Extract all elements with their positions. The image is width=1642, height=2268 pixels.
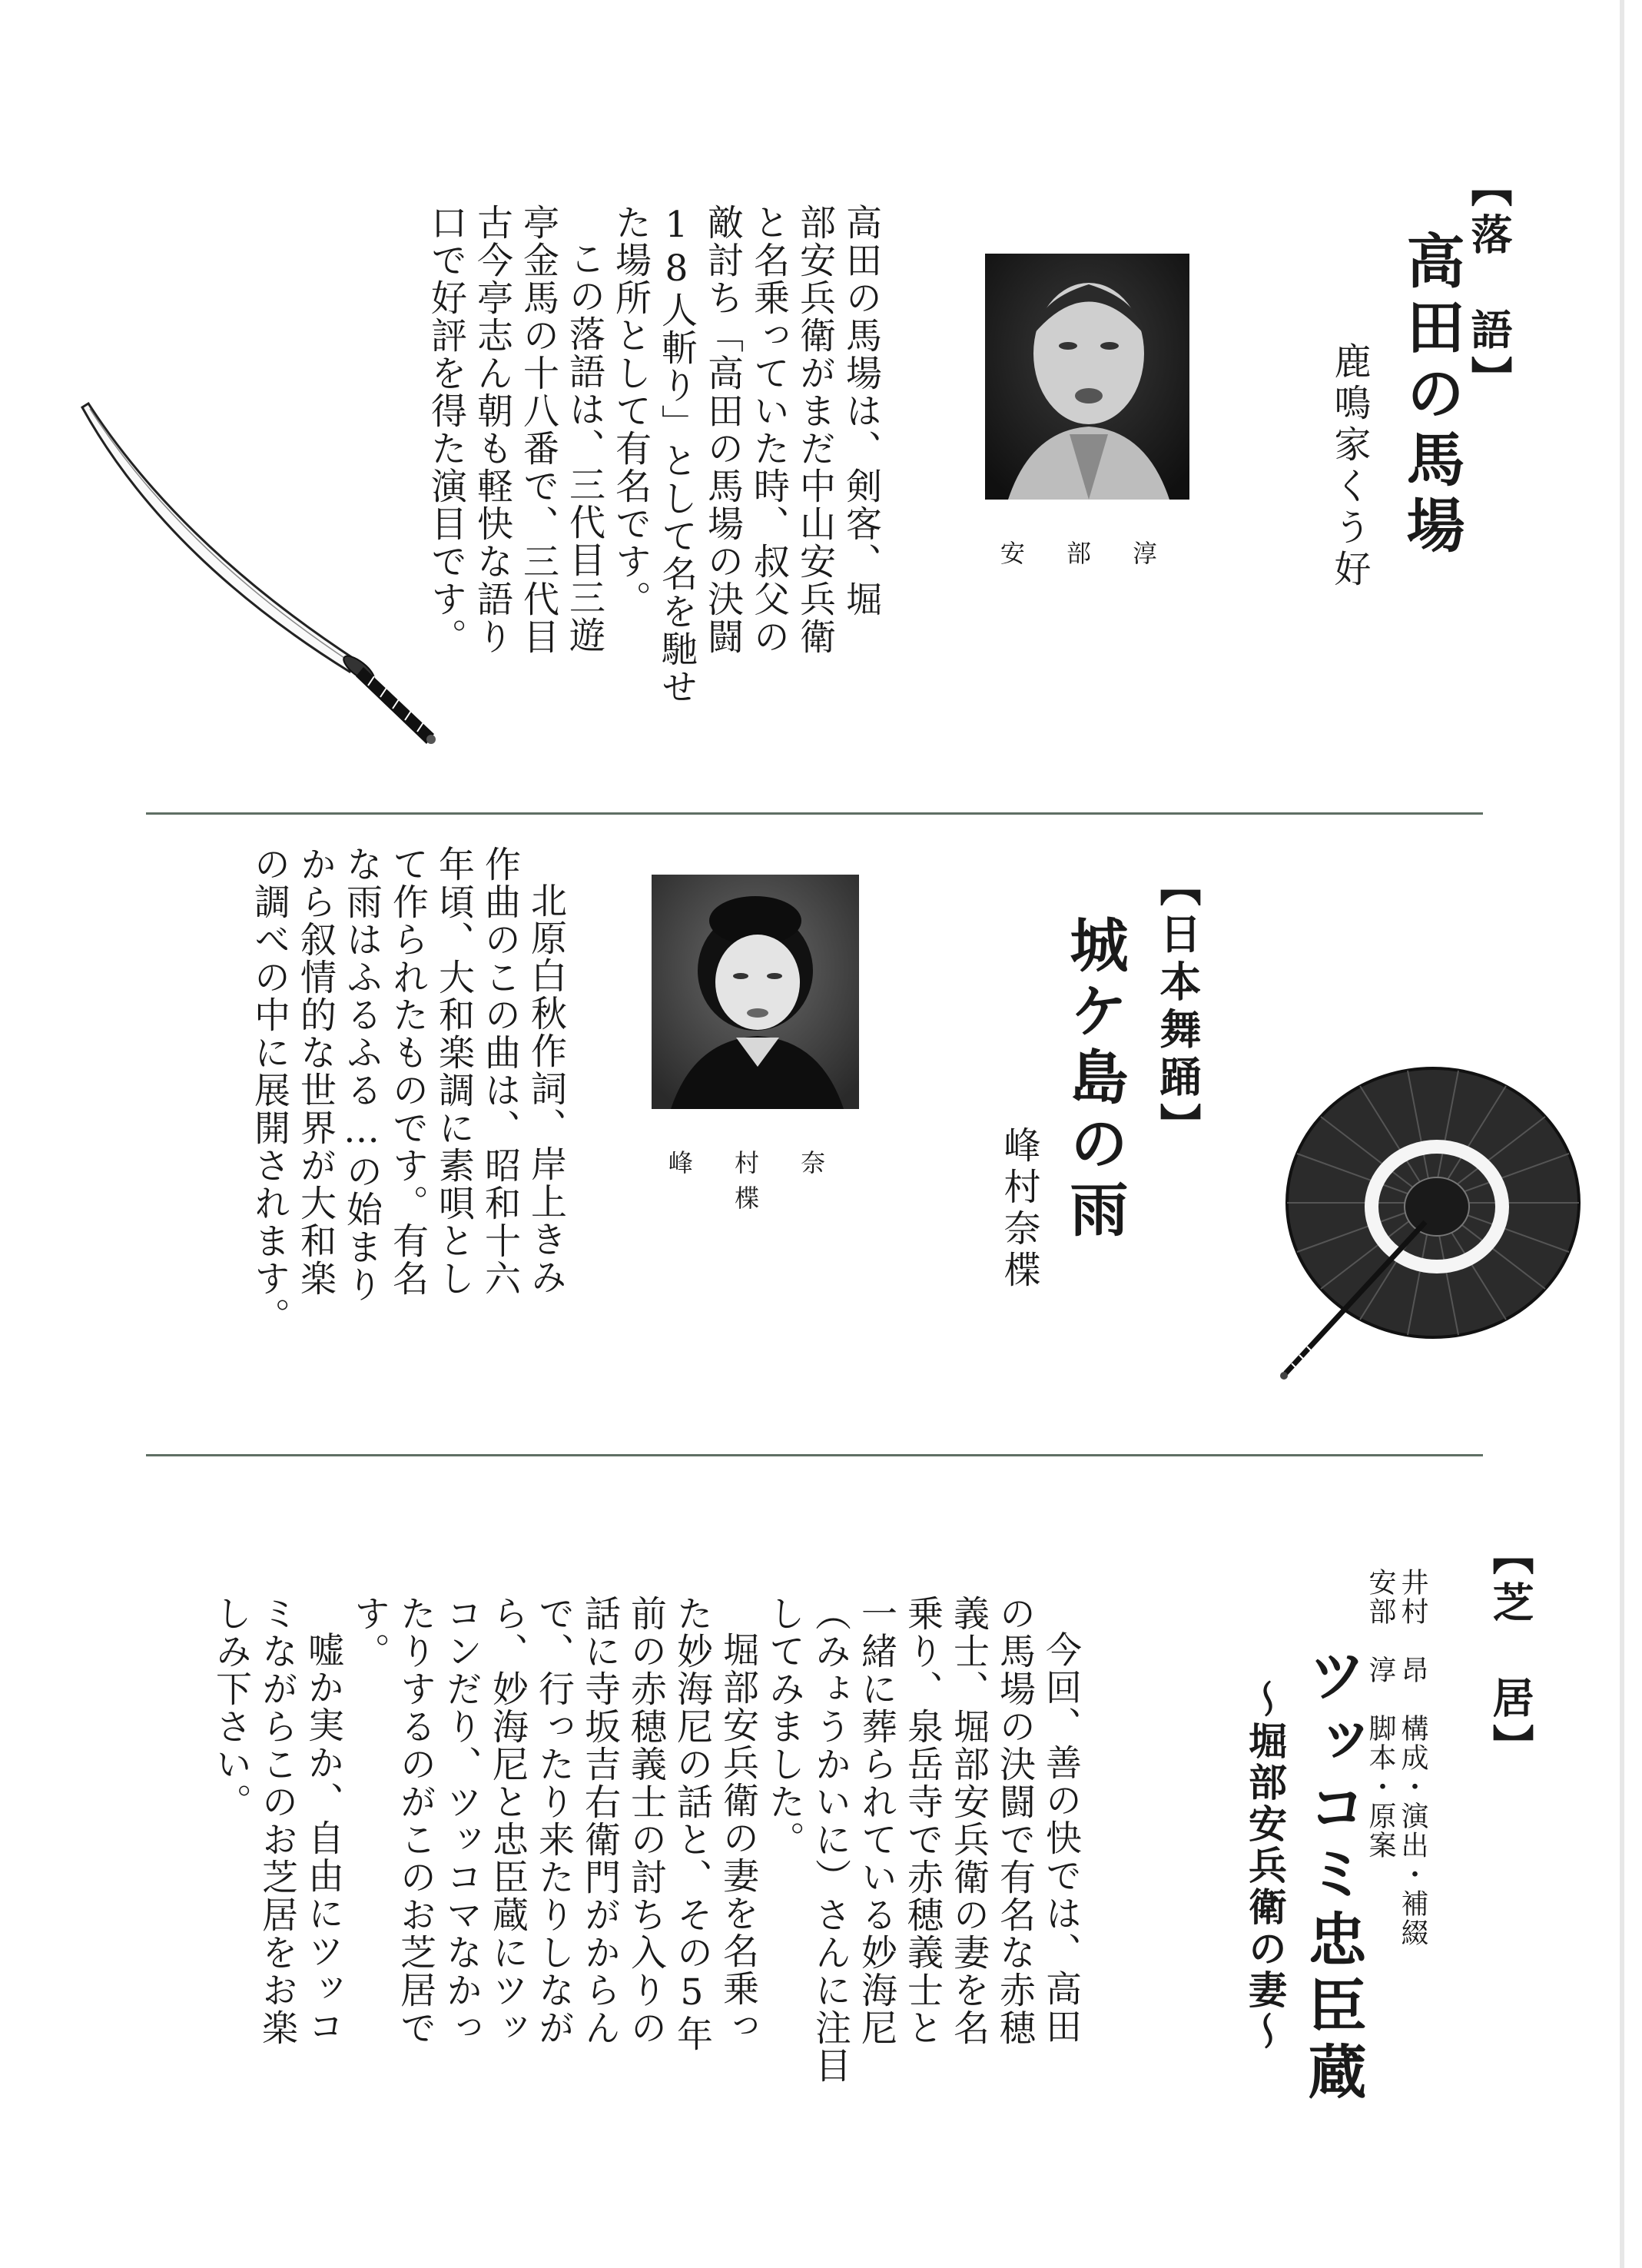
paragraph-line: 古今亭志ん朝も軽快な語り [471, 204, 513, 656]
page-edge-shadow [1620, 0, 1624, 2268]
paragraph-line: 18人斬り」として名を馳せ [655, 204, 698, 706]
paragraph-line: 乗り、泉岳寺で赤穂義士と [901, 1595, 944, 2047]
paragraph-line: コンだり、ツッコマなかっ [440, 1595, 483, 2047]
performer-portrait-icon [985, 254, 1189, 500]
paragraph-line: 口で好評を得た演目です。 [425, 204, 467, 656]
rakugo-body [411, 204, 884, 780]
paragraph-line: 敵討ち「高田の馬場の決闘 [702, 204, 744, 656]
paragraph-line: してみました。 [763, 1595, 805, 1858]
paragraph-line: しみ下さい。 [210, 1595, 252, 1821]
paragraph-line: 亭金馬の十八番で、三代目 [517, 204, 559, 656]
paragraph-line: 部安兵衛がまだ中山安兵衛 [794, 204, 836, 656]
paragraph-line: 年頃、大和楽調に素唄とし [433, 845, 475, 1297]
paragraph-line: 北原白秋作詞、岸上きみ [525, 882, 567, 1296]
rakugo-performer-photo [985, 254, 1189, 500]
buyo-performer: 峰村奈楪 [997, 1126, 1040, 1292]
katana-icon [73, 392, 449, 761]
paragraph-line: と名乗っていた時、叔父の [748, 204, 790, 656]
buyo-title: 城ケ島の雨 [1060, 915, 1129, 1245]
buyo-body [215, 845, 569, 1422]
paragraph-line: この落語は、三代目三遊 [563, 240, 605, 654]
paragraph-line: 一緒に葬られている妙海尼 [855, 1595, 897, 2047]
paragraph-line: で、行ったり来たりしなが [532, 1595, 575, 2047]
paragraph-line: 前の赤穂義士の討ち入りの [625, 1595, 667, 2047]
section-divider [146, 1454, 1483, 1456]
paragraph-line: て作られたものです。有名 [386, 845, 429, 1297]
performer-portrait-icon [652, 875, 859, 1109]
rakugo-photo-caption: 安 部 淳 [1000, 539, 1175, 568]
shibai-category: 【芝 居】 [1486, 1533, 1535, 1772]
paragraph-line: た場所として有名です。 [609, 204, 652, 618]
paragraph-line: 今回、善の快では、高田 [1040, 1631, 1082, 2045]
paragraph-line: 堀部安兵衛の妻を名乗っ [717, 1631, 759, 2045]
paragraph-line: た妙海尼の話と、その5年 [671, 1595, 713, 2053]
rakugo-category: 【落 語】 [1465, 165, 1514, 403]
rakugo-title: 高田の馬場 [1397, 231, 1465, 561]
credit-line: 井村 昂 構成・演出・補綴 [1397, 1568, 1428, 1948]
paragraph-line: 作曲のこの曲は、昭和十六 [479, 845, 521, 1297]
paragraph-line: の馬場の決闘で有名な赤穂 [993, 1595, 1036, 2047]
rakugo-performer: 鹿鳴家くう好 [1328, 342, 1371, 591]
buyo-performer-photo [652, 875, 859, 1109]
paragraph-line: たりするのがこのお芝居で [394, 1595, 436, 2047]
shibai-subtitle: ～堀部安兵衛の妻～ [1242, 1679, 1288, 2053]
shibai-title: ツッコミ忠臣蔵 [1299, 1645, 1367, 2107]
paragraph-line: 義士、堀部安兵衛の妻を名 [947, 1595, 990, 2047]
paragraph-line: の調べの中に展開されます。 [248, 845, 290, 1335]
paragraph-line: ミながらこのお芝居をお楽 [256, 1595, 298, 2047]
paragraph-line: 高田の馬場は、剣客、堀 [840, 204, 882, 618]
paragraph-line: 嘘か実か、自由にツッコ [302, 1631, 344, 2045]
section-divider [146, 812, 1483, 815]
wagasa-umbrella-icon [1249, 1057, 1594, 1410]
paragraph-line: （みょうかいに）さんに注目 [809, 1595, 851, 2084]
paragraph-line: な雨はふるふる…の始まり [340, 845, 383, 1303]
paragraph-line: す。 [348, 1595, 390, 1670]
buyo-photo-caption: 峰 村 奈 楪 [668, 1148, 843, 1213]
paragraph-line: 話に寺坂吉右衛門がからん [579, 1595, 621, 2047]
shibai-body [154, 1595, 1083, 2225]
paragraph-line: から叙情的な世界が大和楽 [294, 845, 337, 1297]
credit-line: 安部 淳 脚本・原案 [1365, 1568, 1396, 1860]
paragraph-line: ら、妙海尼と忠臣蔵にツッ [486, 1595, 529, 2047]
buyo-category: 【日本舞踊】 [1153, 865, 1202, 1151]
